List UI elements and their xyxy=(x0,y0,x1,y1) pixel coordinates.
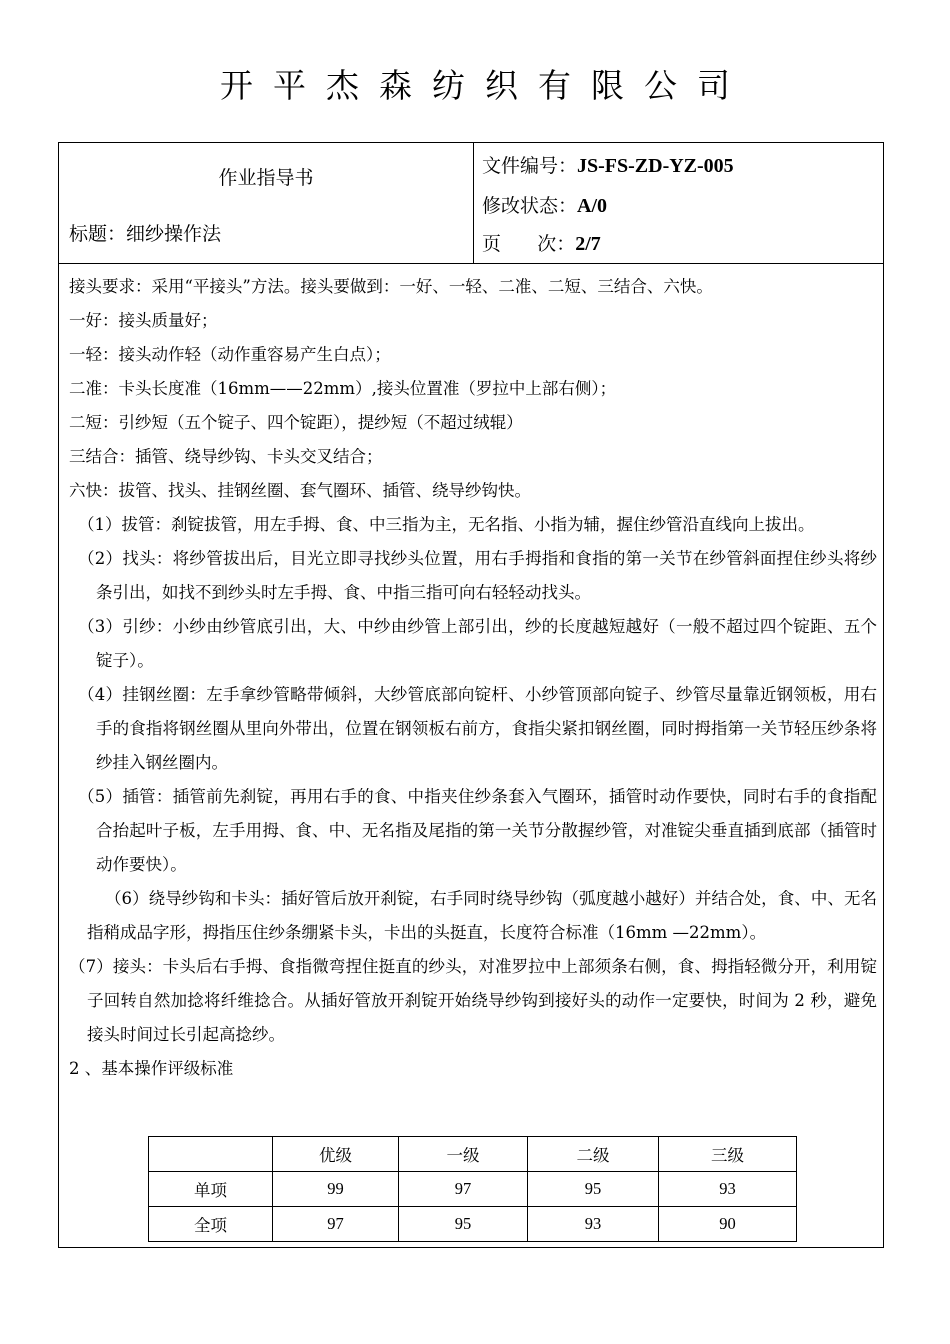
table-header-cell: 三级 xyxy=(659,1137,797,1172)
grade-table xyxy=(148,1136,797,1242)
table-cell: 93 xyxy=(659,1172,797,1207)
page-label: 页 次： xyxy=(482,233,576,255)
company-name: 开平杰森纺织有限公司 xyxy=(220,66,750,105)
table-row-label: 单项 xyxy=(149,1172,273,1207)
body-line: 六快：拔管、找头、挂钢丝圈、套气圈环、插管、绕导纱钩快。 xyxy=(69,481,531,500)
step-item: （5）插管：插管前先刹锭，再用右手的食、中指夹住纱条套入气圈环，插管时动作要快，同时右手的食指配合抬起叶子板，左手用拇、食、中、无名指及尾指的第一关节分散握纱管，对准锭尖垂直插到底部（插管时动作要快）。 xyxy=(78,787,877,874)
header-right-cell xyxy=(474,143,883,264)
table-header-cell: 二级 xyxy=(528,1137,659,1172)
step-item: （4）挂钢丝圈：左手拿纱管略带倾斜，大纱管底部向锭杆、小纱管顶部向锭子、纱管尽量靠近钢领板，用右手的食指将钢丝圈从里向外带出，位置在钢领板右前方，食指尖紧扣钢丝圈，同时拇指第一关节轻压纱条将纱挂入钢丝圈内。 xyxy=(78,685,877,772)
body-line: 一好：接头质量好； xyxy=(69,311,218,330)
section-heading: 2 、基本操作评级标准 xyxy=(69,1059,234,1078)
revision-row xyxy=(482,191,607,218)
file-number-row xyxy=(482,151,734,178)
step-item: （2）找头：将纱管拔出后，目光立即寻找纱头位置，用右手拇指和食指的第一关节在纱管斜面捏住纱头将纱条引出，如找不到纱头时左手拇、食、中指三指可向右轻轻动找头。 xyxy=(78,549,877,602)
table-cell: 97 xyxy=(399,1172,528,1207)
step-item: （3）引纱：小纱由纱管底引出，大、中纱由纱管上部引出，纱的长度越短越好（一般不超过四个锭距、五个锭子）。 xyxy=(78,617,877,670)
table-row xyxy=(149,1207,797,1242)
document-subject: 标题：细纱操作法 xyxy=(69,223,222,245)
table-cell: 95 xyxy=(399,1207,528,1242)
step-item: （1）拔管：刹锭拔管，用左手拇、食、中三指为主，无名指、小指为辅，握住纱管沿直线向上拔出。 xyxy=(78,515,815,534)
page-row xyxy=(482,229,601,256)
table-header-cell: 一级 xyxy=(399,1137,528,1172)
instruction-body xyxy=(69,270,877,1086)
table-cell xyxy=(149,1137,273,1172)
body-line: 一轻：接头动作轻（动作重容易产生白点）； xyxy=(69,345,391,364)
table-row xyxy=(149,1172,797,1207)
table-cell: 99 xyxy=(273,1172,399,1207)
table-row-label: 全项 xyxy=(149,1207,273,1242)
step-item: （7）接头：卡头后右手拇、食指微弯捏住挺直的纱头，对准罗拉中上部须条右侧，食、拇指轻微分开，利用锭子回转自然加捻将纤维捻合。从插好管放开刹锭开始绕导纱钩到接好头的动作一定要快，时间为 2 秒，避免接头时间过长引起高捻纱。 xyxy=(69,957,877,1044)
table-header-row xyxy=(149,1137,797,1172)
file-number-value: JS-FS-ZD-YZ-005 xyxy=(577,155,734,177)
body-line: 二准：卡头长度准（16mm——22mm）,接头位置准（罗拉中上部右侧）； xyxy=(69,379,617,398)
revision-label: 修改状态： xyxy=(482,195,578,217)
table-header-cell: 优级 xyxy=(273,1137,399,1172)
instruction-sheet xyxy=(58,142,884,1248)
body-line: 三结合：插管、绕导纱钩、卡头交叉结合； xyxy=(69,447,383,466)
body-line: 接头要求：采用“平接头”方法。接头要做到：一好、一轻、二准、二短、三结合、六快。 xyxy=(69,277,713,296)
document-type: 作业指导书 xyxy=(218,167,314,189)
table-cell: 90 xyxy=(659,1207,797,1242)
body-line: 二短：引纱短（五个锭子、四个锭距），提纱短（不超过绒辊） xyxy=(69,413,523,432)
header-left-cell xyxy=(59,143,474,264)
table-cell: 93 xyxy=(528,1207,659,1242)
page-value: 2/7 xyxy=(575,233,601,255)
table-cell: 97 xyxy=(273,1207,399,1242)
file-number-label: 文件编号： xyxy=(482,155,578,177)
table-cell: 95 xyxy=(528,1172,659,1207)
step-item: （6）绕导纱钩和卡头：插好管后放开刹锭，右手同时绕导纱钩（弧度越小越好）并结合处，食、中、无名指稍成品字形，拇指压住纱条绷紧卡头，卡出的头挺直，长度符合标准（16mm —22mm）。 xyxy=(87,889,877,942)
revision-value: A/0 xyxy=(577,195,608,217)
